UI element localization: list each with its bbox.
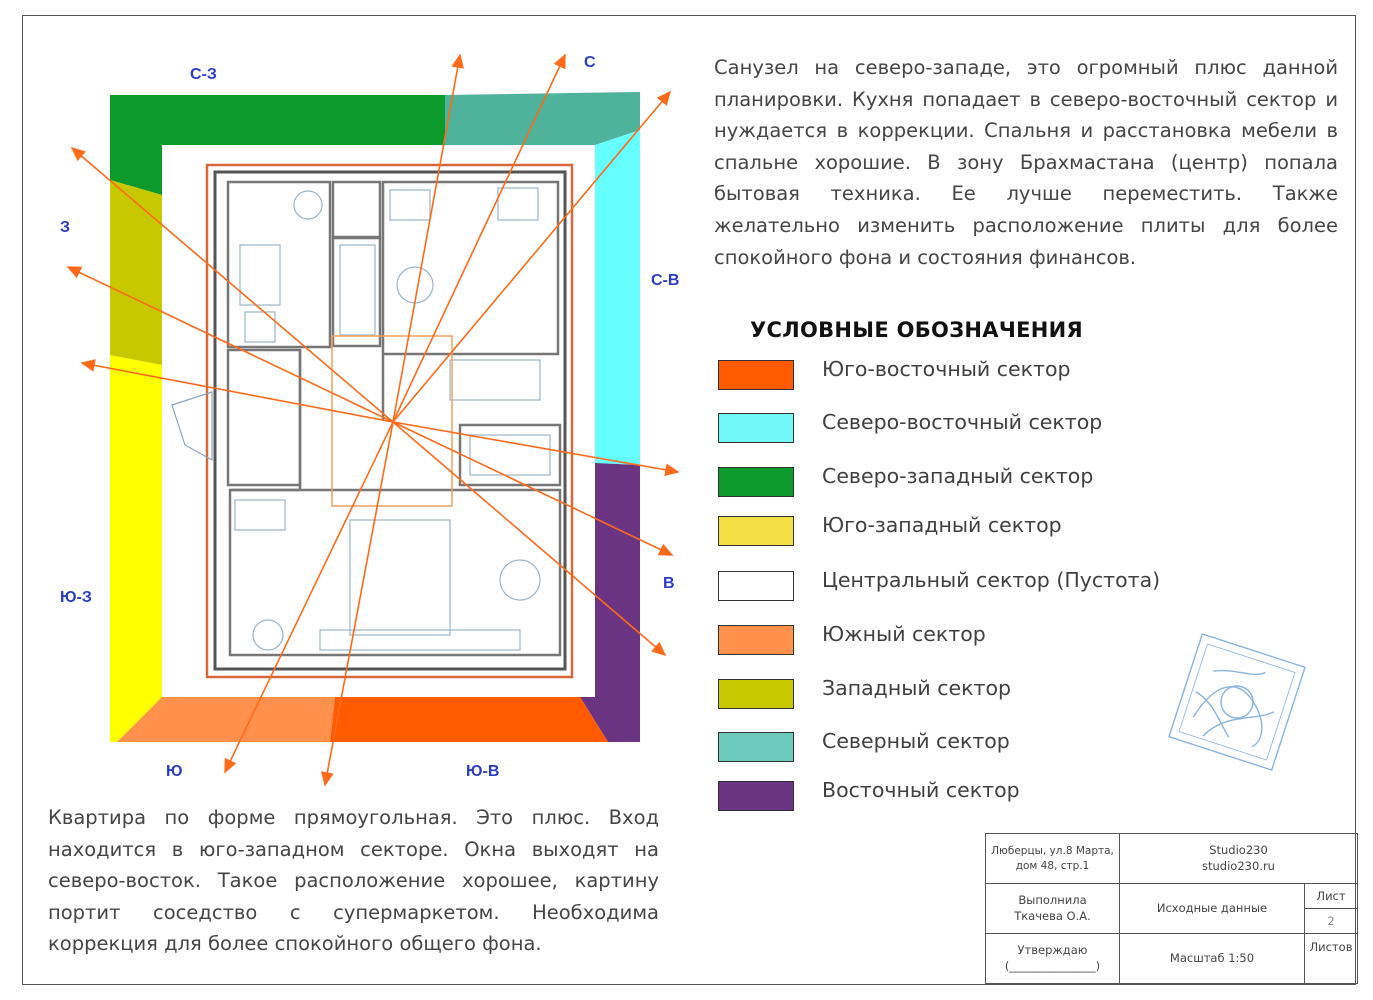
description-bottom: Квартира по форме прямоугольная. Это плюс. Вход находится в юго-западном секторе. Окна выходят на северо-восток. Такое расположение хорошее, картину портит соседство с супермаркетом. Необходима коррекция для более спокойного общего фона. bbox=[48, 806, 659, 956]
legend-label: Северо-западный сектор bbox=[822, 464, 1094, 488]
title-block-sheet-title: Исходные данные bbox=[1120, 884, 1305, 934]
studio-name: Studio230 bbox=[1209, 842, 1268, 857]
legend-swatch bbox=[718, 571, 794, 601]
title-block-sheet bbox=[1305, 884, 1358, 934]
sector-north-east bbox=[595, 130, 640, 465]
legend-swatch bbox=[718, 413, 794, 443]
title-block-scale: Масштаб 1:50 bbox=[1120, 934, 1305, 984]
title-block-address bbox=[986, 834, 1120, 884]
address-line-2: дом 48, стр.1 bbox=[1015, 859, 1090, 872]
direction-label-east: В bbox=[663, 575, 675, 592]
direction-label-north-west: С-З bbox=[190, 66, 217, 83]
legend-item bbox=[718, 778, 1188, 812]
legend-swatch bbox=[718, 360, 794, 390]
description-top: Санузел на северо-западе, это огромный плюс данной планировки. Кухня попадает в северо-восточный сектор и нуждается в коррекции. Спальня и расстановка мебели в спальне хорошие. В зону Брахмастана (центр) попала бытовая техника. Ее лучше переместить. Также желательно изменить расположение плиты для более спокойного фона и состояния финансов. bbox=[714, 56, 1338, 269]
title-block-studio bbox=[1120, 834, 1358, 884]
legend-item bbox=[718, 622, 1188, 656]
made-by-label: Выполнила bbox=[1018, 892, 1087, 907]
studio-site: studio230.ru bbox=[1202, 858, 1275, 873]
studio-stamp-logo bbox=[1155, 620, 1320, 785]
legend-label: Северный сектор bbox=[822, 729, 1010, 753]
legend-item bbox=[718, 568, 1188, 602]
direction-label-south: Ю bbox=[166, 763, 183, 780]
title-block-approve bbox=[986, 934, 1120, 984]
legend-label: Западный сектор bbox=[822, 676, 1012, 700]
sheet-number: 2 bbox=[1327, 914, 1335, 928]
legend-swatch bbox=[718, 732, 794, 762]
direction-label-north-east: С-В bbox=[651, 272, 680, 289]
sheet-label: Лист bbox=[1305, 884, 1357, 909]
legend-label: Юго-западный сектор bbox=[822, 513, 1062, 537]
legend-label: Северо-восточный сектор bbox=[822, 410, 1103, 434]
direction-label-south-west: Ю-З bbox=[60, 589, 92, 606]
title-block-made-by bbox=[986, 884, 1120, 934]
sector-north bbox=[445, 92, 640, 145]
legend-item bbox=[718, 729, 1188, 763]
legend-swatch bbox=[718, 516, 794, 546]
direction-label-west: З bbox=[60, 219, 71, 236]
direction-label-south-east: Ю-В bbox=[466, 763, 500, 780]
legend-title: УСЛОВНЫЕ ОБОЗНАЧЕНИЯ bbox=[750, 318, 1083, 342]
title-block-sheets: Листов bbox=[1305, 934, 1358, 984]
sector-west bbox=[110, 180, 162, 365]
legend-item bbox=[718, 676, 1188, 710]
sector-south-west bbox=[110, 355, 162, 742]
direction-label-north: С bbox=[584, 54, 596, 71]
legend-label: Южный сектор bbox=[822, 622, 986, 646]
legend-swatch bbox=[718, 467, 794, 497]
legend-label: Юго-восточный сектор bbox=[822, 357, 1071, 381]
apartment-sector-diagram bbox=[0, 0, 700, 800]
approve-blank: (_______________) bbox=[1004, 958, 1101, 973]
legend-label: Центральный сектор (Пустота) bbox=[822, 568, 1161, 592]
legend-item bbox=[718, 464, 1188, 498]
address-line-1: Люберцы, ул.8 Марта, bbox=[991, 845, 1114, 858]
title-block bbox=[985, 833, 1358, 984]
legend-swatch bbox=[718, 781, 794, 811]
legend-item bbox=[718, 357, 1188, 391]
legend-label: Восточный сектор bbox=[822, 778, 1020, 802]
legend-swatch bbox=[718, 625, 794, 655]
legend-item bbox=[718, 410, 1188, 444]
sector-south-east bbox=[330, 697, 608, 742]
legend-swatch bbox=[718, 679, 794, 709]
approve-label: Утверждаю bbox=[1017, 942, 1088, 957]
made-by-name: Ткачева О.А. bbox=[1014, 908, 1091, 923]
legend-item bbox=[718, 513, 1188, 547]
